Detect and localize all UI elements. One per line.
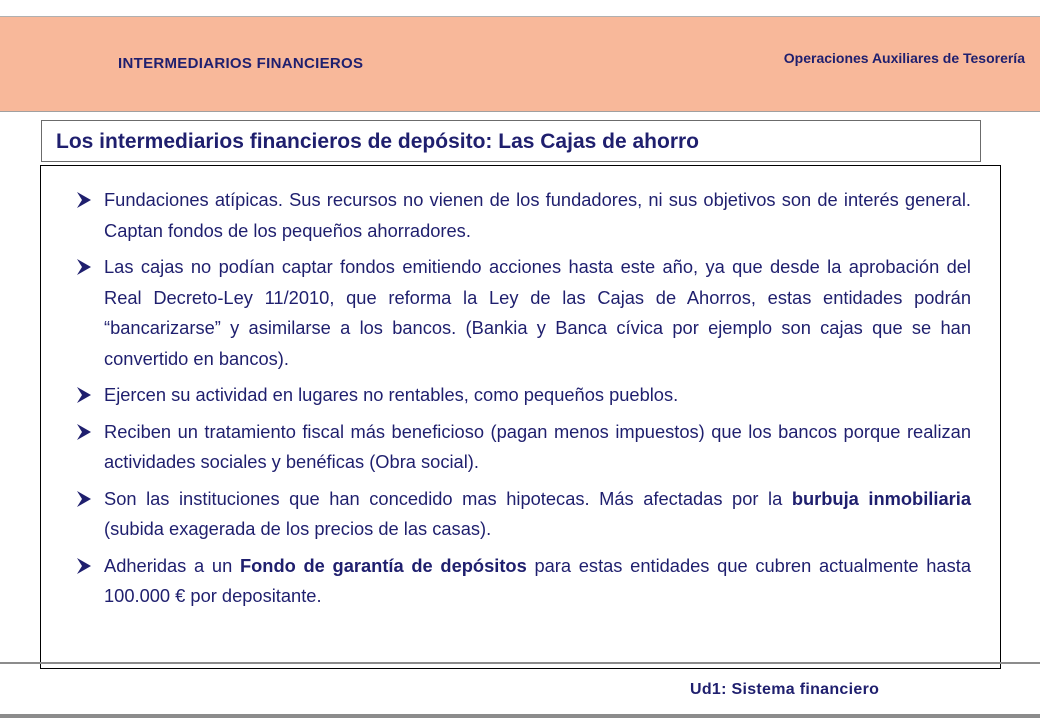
section-title: INTERMEDIARIOS FINANCIEROS [118,55,364,72]
bullet-text: Las cajas no podían captar fondos emitiendo acciones hasta este año, ya que desde la aprobación del Real Decreto-Ley 11/2010, que reforma la Ley de las Cajas de Ahorros, estas entidades podrán “bancarizarse” y asimilarse a los bancos. (Bankia y Banca cívica por ejemplo son cajas que se han convertido en bancos). [104,256,971,369]
footer-divider-bottom [0,714,1040,718]
arrowhead-bullet-icon [77,387,91,403]
slide-title-box [41,120,981,162]
header-banner [0,16,1040,112]
footer-divider-top [0,662,1040,664]
bullet-item [77,252,971,374]
bullet-item [77,380,971,411]
bullet-text-tail: para estas entidades que cubren actualmente hasta 100.000 € por depositante. [104,554,971,606]
bullet-bold-text: burbuja inmobiliaria [791,487,971,509]
course-title: Operaciones Auxiliares de Tesorería [783,50,1025,66]
slide-title: Los intermediarios financieros de depósito: Las Cajas de ahorro [56,130,699,153]
bullet-item [77,484,971,545]
bullet-text-tail: (subida exagerada de los precios de las casas). [104,518,492,539]
arrowhead-bullet-icon [77,424,91,440]
footer-label: Ud1: Sistema financiero [690,681,880,698]
bullet-item [77,417,971,478]
bullet-text: Ejercen su actividad en lugares no rentables, como pequeños pueblos. [104,384,679,405]
bullet-text: Adheridas a un [104,554,240,576]
bullet-text: Fundaciones atípicas. Sus recursos no vienen de los fundadores, ni sus objetivos son de interés general. Captan fondos de los pequeños ahorradores. [104,189,971,241]
arrowhead-bullet-icon [77,558,91,574]
arrowhead-bullet-icon [77,192,91,208]
bullet-item [77,551,971,612]
bullet-text: Son las instituciones que han concedido mas hipotecas. Más afectadas por la [104,487,792,509]
bullet-item [77,185,971,246]
bullet-bold-text: Fondo de garantía de depósitos [239,554,527,576]
arrowhead-bullet-icon [77,491,91,507]
arrowhead-bullet-icon [77,259,91,275]
content-box [40,165,1001,669]
bullet-text: Reciben un tratamiento fiscal más beneficioso (pagan menos impuestos) que los bancos porque realizan actividades sociales y benéficas (Obra social). [104,420,971,472]
bullet-list [77,185,971,618]
